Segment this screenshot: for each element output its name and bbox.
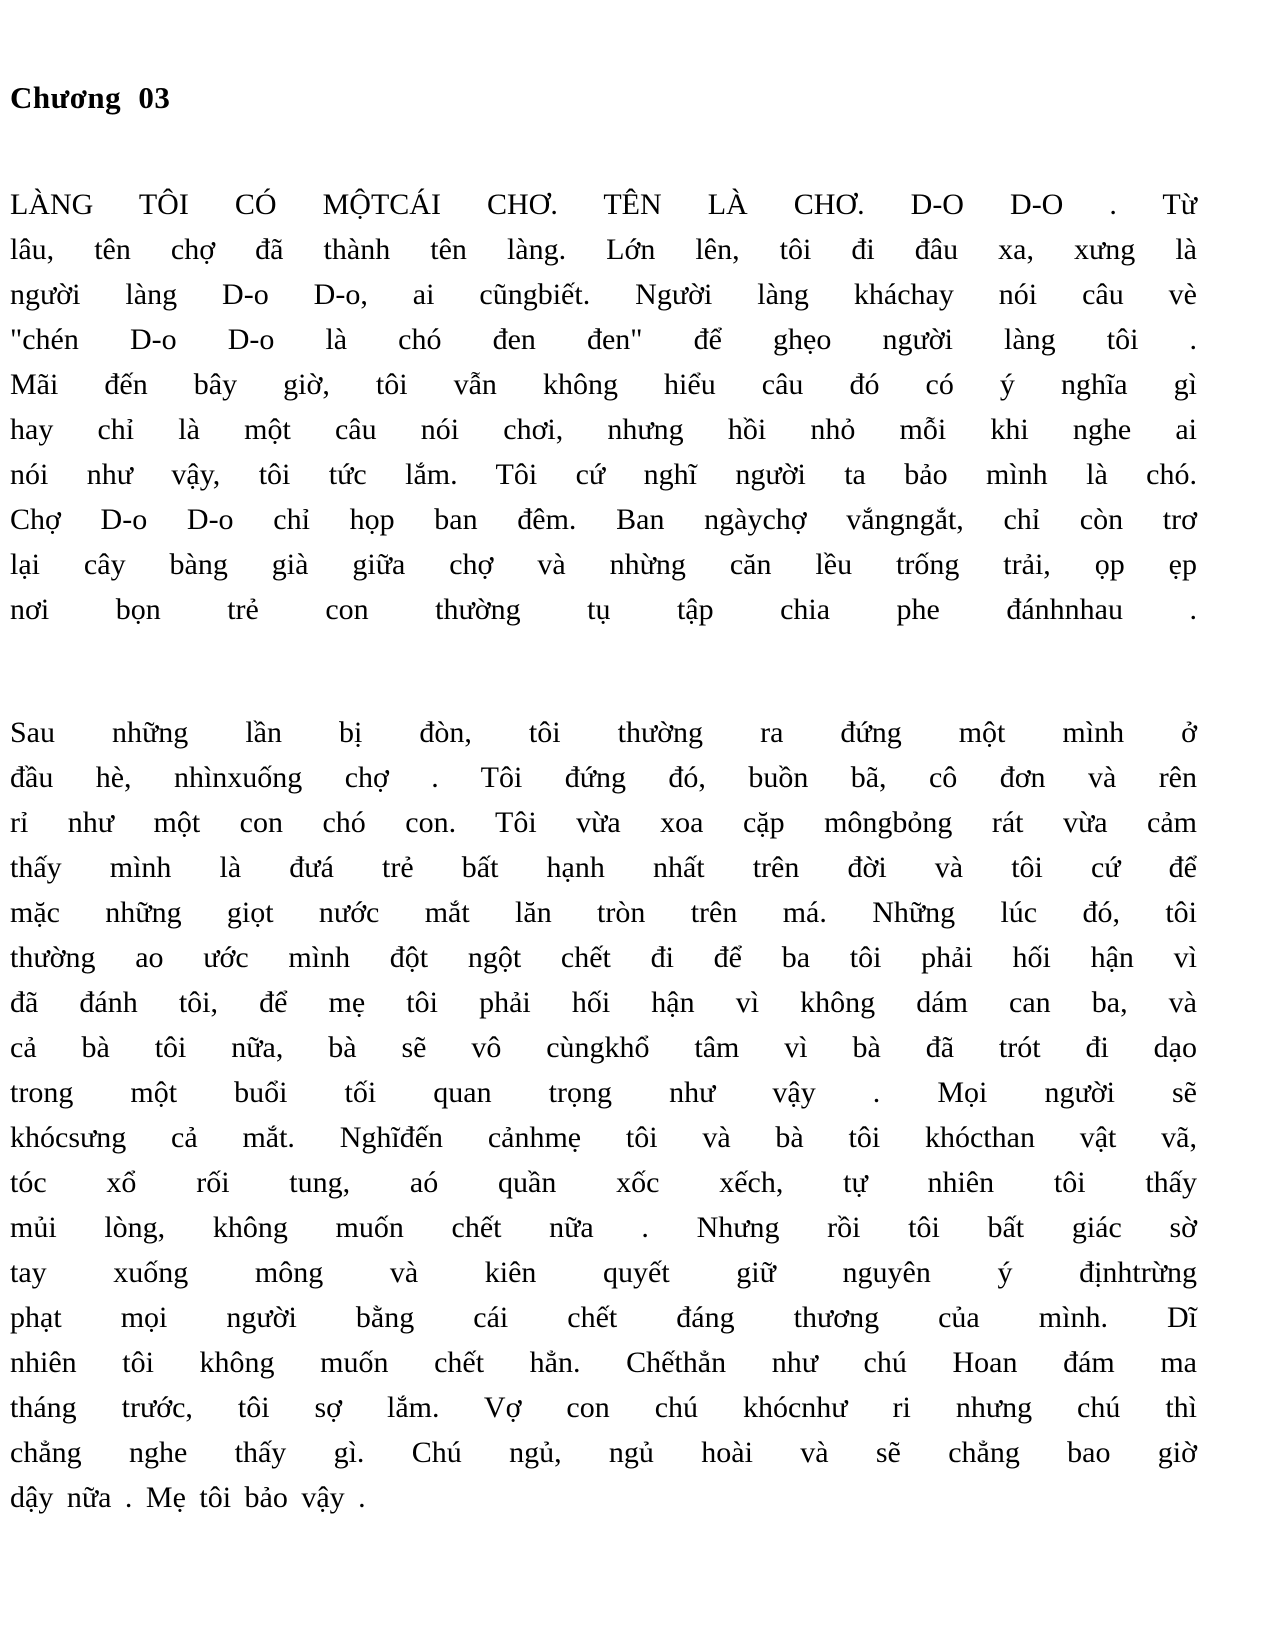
paragraph	[10, 182, 1197, 632]
text-line: tay xuống mông và kiên quyết giữ nguyên ý địnhtrừng	[10, 1255, 1197, 1289]
text-line: tháng trước, tôi sợ lắm. Vợ con chú khócnhư ri nhưng chú thì	[10, 1390, 1197, 1424]
text-line: lại cây bàng già giữa chợ và nhừng căn lều trống trải, ọp ẹp	[10, 547, 1197, 581]
text-line: khócsưng cả mắt. Nghĩđến cảnhmẹ tôi và bà tôi khócthan vật vã,	[10, 1120, 1197, 1154]
text-line: mặc những giọt nước mắt lăn tròn trên má. Những lúc đó, tôi	[10, 895, 1197, 929]
text-line: Mãi đến bây giờ, tôi vẫn không hiểu câu đó có ý nghĩa gì	[10, 367, 1197, 401]
text-line: người làng D-o D-o, ai cũngbiết. Người làng kháchay nói câu vè	[10, 277, 1197, 311]
text-line: đã đánh tôi, để mẹ tôi phải hối hận vì không dám can ba, và	[10, 985, 1197, 1019]
text-line: nhiên tôi không muốn chết hẳn. Chếthẳn như chú Hoan đám ma	[10, 1345, 1197, 1379]
text-line: Sau những lần bị đòn, tôi thường ra đứng một mình ở	[10, 715, 1197, 749]
text-line: Chợ D-o D-o chỉ họp ban đêm. Ban ngàychợ vắngngắt, chỉ còn trơ	[10, 502, 1197, 536]
text-line: trong một buổi tối quan trọng như vậy . Mọi người sẽ	[10, 1075, 1197, 1109]
text-line: hay chỉ là một câu nói chơi, nhưng hồi nhỏ mỗi khi nghe ai	[10, 412, 1197, 446]
text-line: rỉ như một con chó con. Tôi vừa xoa cặp môngbỏng rát vừa cảm	[10, 805, 1197, 839]
text-line: thấy mình là đưá trẻ bất hạnh nhất trên đời và tôi cứ để	[10, 850, 1197, 884]
text-line: mủi lòng, không muốn chết nữa . Nhưng rồi tôi bất giác sờ	[10, 1210, 1197, 1244]
text-line: phạt mọi người bằng cái chết đáng thương của mình. Dĩ	[10, 1300, 1197, 1334]
text-line: cả bà tôi nữa, bà sẽ vô cùngkhổ tâm vì bà đã trót đi dạo	[10, 1030, 1197, 1064]
text-line: tóc xổ rối tung, aó quần xốc xếch, tự nhiên tôi thấy	[10, 1165, 1197, 1199]
text-line: LÀNG TÔI CÓ MỘTCÁI CHƠ. TÊN LÀ CHƠ. D-O D-O . Từ	[10, 187, 1197, 221]
chapter-heading: Chương 03	[10, 80, 171, 115]
text-line: đầu hè, nhìnxuống chợ . Tôi đứng đó, buồn bã, cô đơn và rên	[10, 760, 1197, 794]
text-line: chẳng nghe thấy gì. Chú ngủ, ngủ hoài và sẽ chẳng bao giờ	[10, 1435, 1197, 1469]
text-line: nơi bọn trẻ con thường tụ tập chia phe đánhnhau .	[10, 592, 1197, 626]
body-text	[10, 182, 1197, 1520]
text-line: thường ao ước mình đột ngột chết đi để ba tôi phải hối hận vì	[10, 940, 1197, 974]
text-line: dậy nữa . Mẹ tôi bảo vậy .	[10, 1480, 366, 1514]
paragraph	[10, 710, 1197, 1520]
text-line: "chén D-o D-o là chó đen đen" để ghẹo người làng tôi .	[10, 322, 1197, 356]
text-line: lâu, tên chợ đã thành tên làng. Lớn lên, tôi đi đâu xa, xưng là	[10, 232, 1197, 266]
text-line: nói như vậy, tôi tức lắm. Tôi cứ nghĩ người ta bảo mình là chó.	[10, 457, 1197, 491]
